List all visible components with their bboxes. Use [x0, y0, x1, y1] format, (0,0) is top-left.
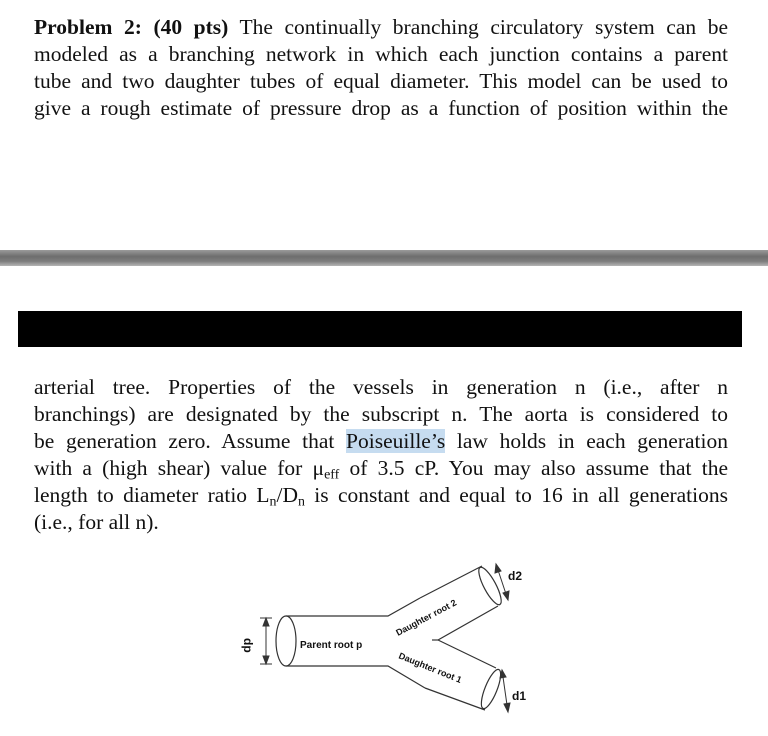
d1-label: d1 [512, 689, 527, 703]
problem-line-4: give a rough estimate of pressure drop as a function of position within the [34, 96, 728, 120]
problem-heading: Problem 2: (40 pts) [34, 15, 229, 39]
problem-line-2: modeled as a branching network in which each junction contains a parent [34, 42, 728, 66]
d2-label: d2 [508, 569, 523, 583]
branching-diagram [220, 560, 540, 730]
parent-label: Parent root p [300, 640, 363, 651]
dp-label: dp [241, 638, 255, 653]
redaction-bar [18, 311, 742, 347]
continuation-line-5: length to diameter ratio $L_n/D_n$ is constant and equal to 16 in all generations [34, 483, 728, 510]
continuation-line-3: be generation zero. Assume that Poiseuille’s law holds in each generation [34, 429, 728, 453]
parent-tube-end [276, 616, 296, 666]
continuation-line-6: (i.e., for all n). [34, 510, 159, 534]
daughter-tube-1-end [478, 667, 505, 710]
continuation-paragraph [34, 374, 728, 536]
continuation-line-2: branchings) are designated by the subscript n. The aorta is considered to [34, 402, 728, 426]
highlighted-text: Poiseuille’s [346, 429, 446, 453]
problem-line-3: tube and two daughter tubes of equal diameter. This model can be used to [34, 69, 728, 93]
daughter1-label: Daughter root 1 [397, 650, 464, 685]
page-divider-bar [0, 250, 768, 266]
continuation-line-1: arterial tree. Properties of the vessels in generation n (i.e., after n [34, 375, 728, 399]
continuation-line-4: with a (high shear) value for $\mu_{eff}$ of 3.5 cP. You may also assume that the [34, 456, 729, 483]
daughter2-label: Daughter root 2 [394, 597, 459, 638]
problem-paragraph [34, 14, 728, 122]
problem-line-1: Problem 2: (40 pts) The continually branching circulatory system can be [34, 15, 728, 39]
